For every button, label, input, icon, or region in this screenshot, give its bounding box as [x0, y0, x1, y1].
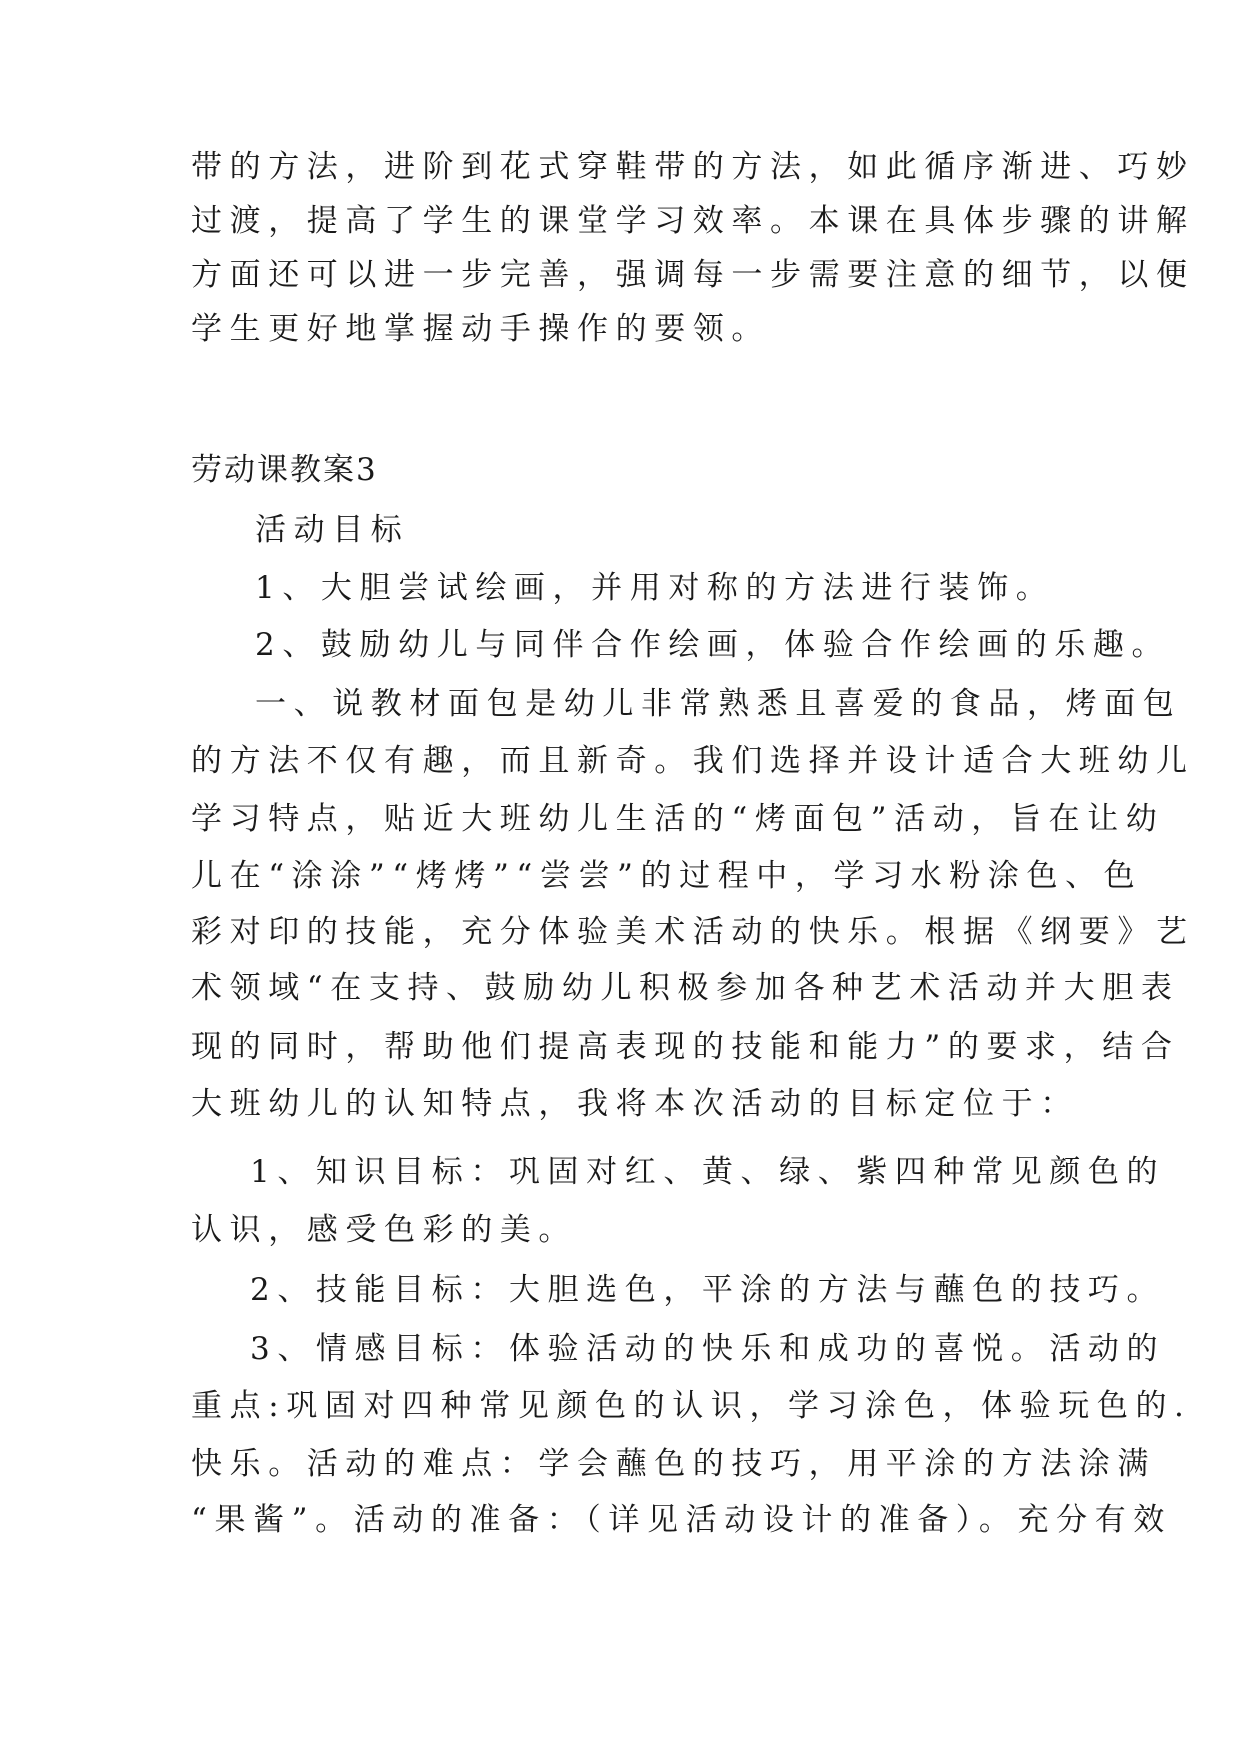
paragraph-line: 的方法不仅有趣，而且新奇。我们选择并设计适合大班幼儿: [191, 743, 1195, 779]
paragraph-line: 学生更好地掌握动手操作的要领。: [191, 311, 770, 347]
paragraph-line: 现的同时，帮助他们提高表现的技能和能力”的要求，结合: [191, 1029, 1180, 1065]
paragraph-line: 过渡，提高了学生的课堂学习效率。本课在具体步骤的讲解: [191, 203, 1195, 239]
paragraph-line: 大班幼儿的认知特点，我将本次活动的目标定位于：: [191, 1086, 1079, 1122]
paragraph-line: 3、情感目标：体验活动的快乐和成功的喜悦。活动的: [250, 1331, 1166, 1367]
paragraph-line: 2、鼓励幼儿与同伴合作绘画，体验合作绘画的乐趣。: [255, 627, 1171, 663]
paragraph-line: 方面还可以进一步完善，强调每一步需要注意的细节，以便: [191, 257, 1195, 293]
paragraph-line: 快乐。活动的难点：学会蘸色的技巧，用平涂的方法涂满: [191, 1446, 1156, 1482]
paragraph-line: “果酱”。活动的准备：（详见活动设计的准备）。充分有效: [191, 1502, 1172, 1538]
paragraph-line: 学习特点，贴近大班幼儿生活的“烤面包”活动，旨在让幼: [191, 801, 1165, 837]
paragraph-line: 彩对印的技能，充分体验美术活动的快乐。根据《纲要》艺: [191, 914, 1195, 950]
section-title: 劳动课教案3: [191, 452, 378, 488]
paragraph-line: 重点:巩固对四种常见颜色的认识，学习涂色，体验玩色的.: [191, 1388, 1192, 1424]
paragraph-line: 术领域“在支持、鼓励幼儿积极参加各种艺术活动并大胆表: [191, 970, 1180, 1006]
paragraph-line: 2、技能目标：大胆选色，平涂的方法与蘸色的技巧。: [250, 1272, 1166, 1308]
paragraph-line: 带的方法，进阶到花式穿鞋带的方法，如此循序渐进、巧妙: [191, 149, 1195, 185]
paragraph-line: 儿在“涂涂”“烤烤”“尝尝”的过程中，学习水粉涂色、色: [191, 858, 1143, 894]
paragraph-line: 认识，感受色彩的美。: [191, 1212, 577, 1248]
paragraph-line: 一、说教材面包是幼儿非常熟悉且喜爱的食品，烤面包: [255, 686, 1182, 722]
paragraph-line: 1、知识目标：巩固对红、黄、绿、紫四种常见颜色的: [250, 1154, 1166, 1190]
paragraph-line: 1、大胆尝试绘画，并用对称的方法进行装饰。: [255, 570, 1055, 606]
subheading: 活动目标: [255, 512, 410, 548]
